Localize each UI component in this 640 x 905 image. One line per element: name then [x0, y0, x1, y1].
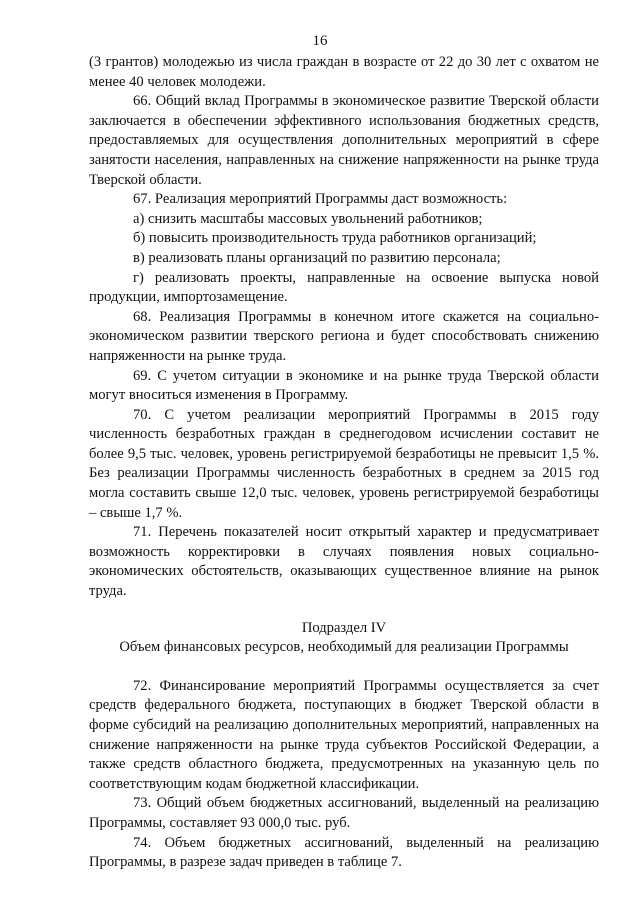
paragraph: в) реализовать планы организаций по развитию персонала;: [133, 249, 501, 266]
spacer: [89, 602, 599, 619]
paragraphs-bottom: [89, 677, 599, 873]
paragraph: 72. Финансирование мероприятий Программы осуществляется за счет средств федерального бюджета, поступающих в бюджет Тверской области в форме субсидий на реализацию дополнительных мероприятий, направленных на снижение напряженности на рынке труда субъектов Российской Федерации, а также средств областного бюджета, предусмотренных на указанную цель по соответствующим кодам бюджетной классификации.: [89, 677, 599, 792]
paragraph: г) реализовать проекты, направленные на освоение выпуска новой продукции, импортозамещение.: [89, 269, 599, 306]
paragraph: б) повысить производительность труда работников организаций;: [133, 230, 537, 247]
paragraph: 67. Реализация мероприятий Программы даст возможность:: [133, 191, 508, 208]
paragraph: 71. Перечень показателей носит открытый характер и предусматривает возможность корректировки в случаях появления новых социально-экономических обстоятельств, оказывающих существенное влияние на рынок труда.: [89, 524, 599, 600]
paragraph: 66. Общий вклад Программы в экономическое развитие Тверской области заключается в обеспечении эффективного использования бюджетных средств, предоставляемых для осуществления дополнительных мероприятий в сфере занятости населения, направленных на снижение напряженности на рынке труда Тверской области.: [89, 93, 599, 188]
spacer: [89, 658, 599, 677]
paragraph: (3 грантов) молодежью из числа граждан в возрасте от 22 до 30 лет с охватом не менее 40 человек молодежи.: [89, 54, 599, 90]
subsection-title: Объем финансовых ресурсов, необходимый для реализации Программы: [119, 639, 569, 656]
paragraph: 68. Реализация Программы в конечном итоге скажется на социально-экономическом развитии тверского региона и будет способствовать снижению напряженности на рынке труда.: [89, 308, 599, 364]
paragraph: 69. С учетом ситуации в экономике и на рынке труда Тверской области могут вноситься изменения в Программу.: [89, 367, 599, 404]
paragraphs-top: [89, 53, 599, 602]
subsection-label: Подраздел IV: [301, 619, 387, 636]
paragraph: 74. Объем бюджетных ассигнований, выделенный на реализацию Программы, в разрезе задач приведен в таблице 7.: [89, 834, 599, 871]
paragraph: 73. Общий объем бюджетных ассигнований, выделенный на реализацию Программы, составляет 93 000,0 тыс. руб.: [89, 795, 599, 831]
document-body: [89, 53, 599, 873]
paragraph: а) снизить масштабы массовых увольнений работников;: [133, 210, 483, 227]
page-number: 16: [312, 33, 328, 49]
paragraph: 70. С учетом реализации мероприятий Программы в 2015 году численность безработных граждан в среднегодовом исчислении составит не более 9,5 тыс. человек, уровень регистрируемой безработицы не превысит 1,5 %. Без реализации Программы численность безработных в среднем за 2015 год могла составить свыше 12,0 тыс. человек, уровень регистрируемой безработицы – свыше 1,7 %.: [89, 406, 599, 521]
